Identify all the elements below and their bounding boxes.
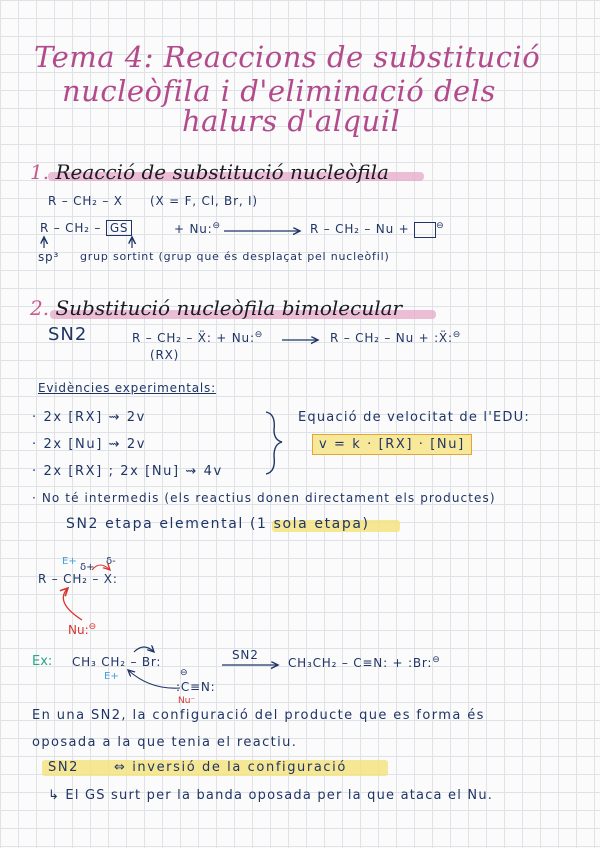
title-line-1: Tema 4: Reaccions de substitució xyxy=(34,40,541,74)
section1-title: Reacció de substitució nucleòfila xyxy=(55,160,389,184)
mechanism-nu-charge-icon: ⊖ xyxy=(88,622,97,632)
box-charge-icon: ⊖ xyxy=(436,221,445,231)
mechanism-nu-label: Nu: xyxy=(68,623,89,637)
example-e-plus: E+ xyxy=(104,671,119,682)
cyanide-label: :C≡N: xyxy=(176,680,216,694)
nu-minus-label: Nu⁻ xyxy=(178,696,196,706)
title-line-3: halurs d'alquil xyxy=(182,104,401,138)
evidences-heading: Evidències experimentals: xyxy=(38,381,216,395)
section1-number: 1. xyxy=(30,160,50,184)
conclusion-line-2: oposada a la que tenia el reactiu. xyxy=(32,735,298,750)
rx-label: (RX) xyxy=(150,348,180,362)
title-line-2: nucleòfila i d'eliminació dels xyxy=(62,74,496,108)
gs-exit-note: ↳ El GS surt per la banda oposada per la que ataca el Nu. xyxy=(48,788,494,803)
example-label: Ex: xyxy=(32,654,53,669)
section2-number: 2. xyxy=(30,296,50,320)
nu-label: + Nu: xyxy=(174,222,213,236)
reactant-chain: R – CH₂ – xyxy=(40,221,102,235)
cyanide-attack-arrow xyxy=(128,670,180,688)
no-intermediate-note: · No té intermedis (els reactius donen directament els productes) xyxy=(32,491,496,505)
evidence-item-1: · 2x [RX] ⇝ 2v xyxy=(32,410,146,425)
conclusion-line-1: En una SN2, la configuració del producte que es forma és xyxy=(32,708,485,723)
elementary-step-note: SN2 etapa elemental (1 sola etapa) xyxy=(66,516,370,532)
example-reactant: CH₃ CH₂ – Br: xyxy=(72,655,162,669)
halogen-list: (X = F, Cl, Br, I) xyxy=(150,194,258,208)
br-leaving-arrow xyxy=(134,647,154,652)
rate-equation-label: Equació de velocitat de l'EDU: xyxy=(298,410,530,425)
cyanide-charge-icon: ⊖ xyxy=(180,668,189,678)
sp3-label: sp³ xyxy=(38,250,60,264)
nu-charge-icon: ⊖ xyxy=(212,221,221,231)
nu-attack-arrow xyxy=(63,588,82,620)
evidence-item-3: · 2x [RX] ; 2x [Nu] ⇝ 4v xyxy=(32,464,223,479)
delta-plus-label: δ+ xyxy=(80,562,95,573)
inversion-text: ⇔ inversió de la configuració xyxy=(114,760,347,775)
br-charge-icon: ⊖ xyxy=(432,655,441,665)
sn2-nu-charge-icon: ⊖ xyxy=(254,330,264,340)
product-chain: R – CH₂ – Nu + xyxy=(310,222,410,236)
section2-title: Substitució nucleòfila bimolecular xyxy=(55,296,403,320)
leaving-group-note: grup sortint (grup que és desplaçat pel nucleòfil) xyxy=(80,250,390,263)
sn2-products: R – CH₂ – Nu + :Ẍ: xyxy=(330,331,453,345)
x-charge-icon: ⊖ xyxy=(452,330,462,340)
sn2-reactants: R – CH₂ – Ẍ: + Nu: xyxy=(132,331,255,345)
evidence-brace xyxy=(266,412,282,474)
example-product-text: CH₃CH₂ – C≡N: + :Br: xyxy=(288,656,433,670)
delta-minus-label: δ- xyxy=(106,556,116,567)
conclusion-sn2: SN2 xyxy=(48,760,80,775)
rate-equation: v = k · [RX] · [Nu] xyxy=(312,434,472,455)
evidence-item-2: · 2x [Nu] ⇝ 2v xyxy=(32,437,146,452)
mechanism-rx: R – CH₂ – X: xyxy=(38,572,118,586)
gs-box: GS xyxy=(106,220,133,236)
leaving-arrow xyxy=(92,565,110,570)
sn2-label: SN2 xyxy=(48,324,88,345)
example-arrow-label: SN2 xyxy=(232,648,259,662)
alkyl-halide-formula: R – CH₂ – X xyxy=(48,194,123,208)
e-plus-label: E+ xyxy=(62,556,77,567)
